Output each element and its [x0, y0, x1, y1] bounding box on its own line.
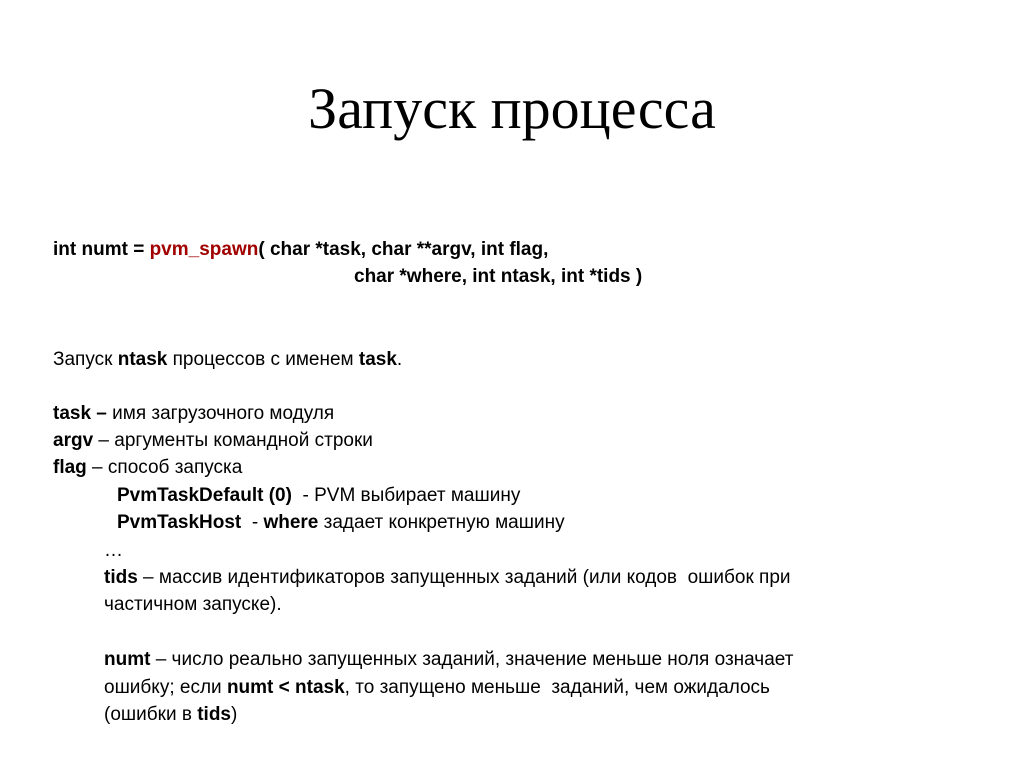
- signature-params-2: char *where, int ntask, int *tids ): [354, 266, 643, 287]
- param-tids-term: tids: [104, 567, 138, 588]
- signature-line-2: [354, 265, 642, 289]
- param-flag-desc: – способ запуска: [86, 457, 243, 478]
- flag-host-term: PvmTaskHost: [117, 512, 242, 533]
- param-tids-cont: частичном запуске).: [104, 594, 282, 615]
- function-name: pvm_spawn: [149, 239, 259, 260]
- flag-host-where: where: [263, 512, 319, 533]
- result-condition: numt < ntask: [226, 677, 345, 698]
- intro-task: task: [358, 349, 397, 370]
- param-task-desc: имя загрузочного модуля: [106, 403, 335, 424]
- param-flag-term: flag: [53, 457, 87, 478]
- param-task: [53, 402, 334, 426]
- result-line-1-text: – число реально запущенных заданий, значение меньше ноля означает: [150, 649, 794, 670]
- signature-prefix: int numt =: [53, 239, 150, 260]
- intro-pre: Запуск: [53, 349, 118, 370]
- param-argv-term: argv: [53, 430, 94, 451]
- flag-host-mid: -: [241, 512, 264, 533]
- intro-line: [53, 348, 402, 372]
- intro-post: .: [396, 349, 403, 370]
- result-line-2: [104, 676, 770, 700]
- slide-title: Запуск процесса: [308, 76, 716, 141]
- param-tids-desc-1: – массив идентификаторов запущенных заданий (или кодов ошибок при: [137, 567, 791, 588]
- intro-mid: процессов с именем: [167, 349, 359, 370]
- param-task-term: task –: [53, 403, 107, 424]
- flag-default-desc: - PVM выбирает машину: [291, 485, 521, 506]
- result-line-3-pre: (ошибки в: [104, 704, 198, 725]
- flag-host: [117, 511, 565, 535]
- result-line-2-post: , то запущено меньше заданий, чем ожидалось: [344, 677, 770, 698]
- result-line-1: [104, 648, 793, 672]
- result-tids: tids: [197, 704, 231, 725]
- result-line-3-post: ): [231, 704, 238, 725]
- flag-default-term: PvmTaskDefault (0): [117, 485, 292, 506]
- result-line-2-pre: ошибку; если: [104, 677, 227, 698]
- result-numt-term: numt: [104, 649, 151, 670]
- flag-host-desc: задает конкретную машину: [318, 512, 565, 533]
- ellipsis: …: [104, 540, 123, 561]
- flag-default: [117, 484, 520, 508]
- param-tids: [104, 566, 791, 590]
- intro-ntask: ntask: [117, 349, 168, 370]
- result-line-3: [104, 703, 237, 727]
- param-argv-desc: – аргументы командной строки: [93, 430, 373, 451]
- param-flag: [53, 456, 242, 480]
- signature-params-1: ( char *task, char **argv, int flag,: [258, 239, 549, 260]
- param-argv: [53, 429, 373, 453]
- signature-line-1: [53, 238, 548, 262]
